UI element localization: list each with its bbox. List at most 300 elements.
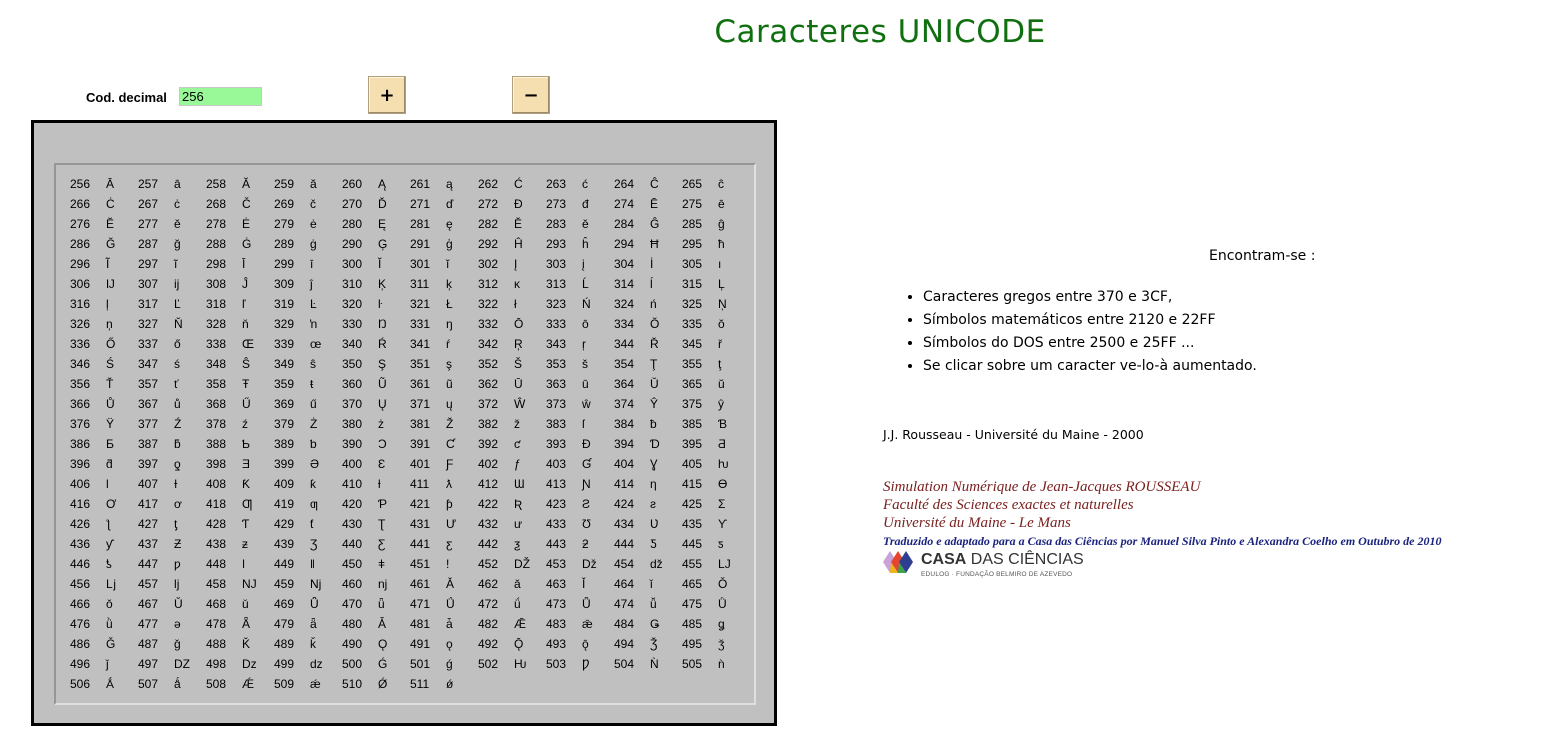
character-cell[interactable]: [70, 517, 138, 537]
character-glyph[interactable]: Ĕ: [106, 217, 115, 231]
character-cell[interactable]: [342, 397, 410, 417]
character-glyph[interactable]: Ţ: [650, 357, 658, 371]
character-glyph[interactable]: ť: [174, 377, 179, 391]
character-glyph[interactable]: ǯ: [718, 637, 725, 651]
character-glyph[interactable]: Ǖ: [310, 597, 319, 611]
character-cell[interactable]: [138, 197, 206, 217]
character-cell[interactable]: [206, 377, 274, 397]
character-glyph[interactable]: Ŷ: [650, 397, 659, 411]
character-glyph[interactable]: ƅ: [310, 437, 317, 451]
character-glyph[interactable]: Ɨ: [174, 477, 178, 491]
character-cell[interactable]: [274, 377, 342, 397]
character-cell[interactable]: [614, 257, 682, 277]
character-cell[interactable]: [614, 417, 682, 437]
character-glyph[interactable]: ņ: [106, 317, 113, 331]
character-cell[interactable]: [342, 317, 410, 337]
character-glyph[interactable]: Ƅ: [242, 437, 250, 451]
character-cell[interactable]: [614, 357, 682, 377]
character-cell[interactable]: [206, 297, 274, 317]
character-cell[interactable]: [70, 577, 138, 597]
character-cell[interactable]: [70, 297, 138, 317]
character-cell[interactable]: [274, 457, 342, 477]
character-glyph[interactable]: ǡ: [446, 617, 453, 631]
character-cell[interactable]: [682, 417, 750, 437]
character-cell[interactable]: [274, 557, 342, 577]
character-glyph[interactable]: ř: [718, 337, 722, 351]
character-cell[interactable]: [478, 557, 546, 577]
character-glyph[interactable]: İ: [650, 257, 654, 271]
character-glyph[interactable]: Ŭ: [650, 377, 659, 391]
character-cell[interactable]: [546, 417, 614, 437]
character-cell[interactable]: [478, 477, 546, 497]
character-cell[interactable]: [546, 357, 614, 377]
character-cell[interactable]: [274, 297, 342, 317]
character-glyph[interactable]: Ʋ: [650, 517, 659, 531]
character-cell[interactable]: [478, 257, 546, 277]
character-cell[interactable]: [546, 517, 614, 537]
character-cell[interactable]: [138, 617, 206, 637]
character-glyph[interactable]: ĺ: [650, 277, 653, 291]
character-glyph[interactable]: Ǐ: [582, 577, 586, 591]
character-glyph[interactable]: Ɠ: [582, 457, 592, 471]
character-glyph[interactable]: ƻ: [582, 537, 589, 551]
character-cell[interactable]: [138, 237, 206, 257]
character-glyph[interactable]: Ǩ: [242, 637, 251, 651]
character-glyph[interactable]: Ŀ: [310, 297, 317, 311]
character-cell[interactable]: [478, 617, 546, 637]
character-glyph[interactable]: Ņ: [718, 297, 727, 311]
character-cell[interactable]: [614, 477, 682, 497]
character-glyph[interactable]: Ĉ: [650, 177, 659, 191]
character-glyph[interactable]: Ť: [106, 377, 114, 391]
character-glyph[interactable]: Ǽ: [242, 677, 254, 691]
character-cell[interactable]: [70, 677, 138, 697]
character-glyph[interactable]: ŝ: [310, 357, 316, 371]
character-cell[interactable]: [546, 457, 614, 477]
character-glyph[interactable]: ǂ: [378, 557, 386, 571]
character-glyph[interactable]: Ū: [514, 377, 523, 391]
character-glyph[interactable]: Œ: [242, 337, 254, 351]
character-glyph[interactable]: ĝ: [718, 217, 725, 231]
character-glyph[interactable]: ģ: [446, 237, 453, 251]
character-glyph[interactable]: Ą: [378, 177, 387, 191]
character-cell[interactable]: [138, 417, 206, 437]
character-glyph[interactable]: ƈ: [514, 437, 520, 451]
character-glyph[interactable]: Ǔ: [174, 597, 183, 611]
character-glyph[interactable]: ƹ: [446, 537, 453, 551]
character-cell[interactable]: [342, 497, 410, 517]
character-cell[interactable]: [342, 617, 410, 637]
character-glyph[interactable]: Ē: [650, 197, 659, 211]
character-cell[interactable]: [206, 477, 274, 497]
character-cell[interactable]: [410, 417, 478, 437]
character-glyph[interactable]: ţ: [718, 357, 722, 371]
character-glyph[interactable]: ǥ: [718, 617, 725, 631]
character-cell[interactable]: [342, 177, 410, 197]
character-glyph[interactable]: Ɩ: [106, 477, 109, 491]
character-cell[interactable]: [70, 477, 138, 497]
character-cell[interactable]: [546, 237, 614, 257]
character-cell[interactable]: [478, 637, 546, 657]
character-cell[interactable]: [206, 237, 274, 257]
character-cell[interactable]: [410, 397, 478, 417]
character-glyph[interactable]: Ǻ: [106, 677, 115, 691]
character-cell[interactable]: [138, 597, 206, 617]
character-glyph[interactable]: ǀ: [242, 557, 246, 571]
character-cell[interactable]: [274, 537, 342, 557]
character-glyph[interactable]: Ċ: [106, 197, 115, 211]
character-cell[interactable]: [274, 497, 342, 517]
character-cell[interactable]: [682, 437, 750, 457]
character-cell[interactable]: [614, 337, 682, 357]
character-glyph[interactable]: ǐ: [650, 577, 653, 591]
character-glyph[interactable]: ǆ: [650, 557, 663, 571]
character-glyph[interactable]: Ÿ: [106, 417, 115, 431]
character-glyph[interactable]: ƣ: [310, 497, 319, 511]
character-cell[interactable]: [614, 317, 682, 337]
character-cell[interactable]: [614, 497, 682, 517]
character-cell[interactable]: [70, 177, 138, 197]
character-cell[interactable]: [410, 497, 478, 517]
character-glyph[interactable]: ƛ: [446, 477, 452, 491]
character-glyph[interactable]: Ě: [514, 217, 523, 231]
character-cell[interactable]: [138, 517, 206, 537]
character-glyph[interactable]: ǖ: [378, 597, 385, 611]
character-glyph[interactable]: ũ: [446, 377, 453, 391]
character-glyph[interactable]: Ǧ: [106, 637, 116, 651]
character-cell[interactable]: [410, 357, 478, 377]
character-glyph[interactable]: ł: [514, 297, 517, 311]
character-glyph[interactable]: Ƌ: [718, 437, 726, 451]
character-cell[interactable]: [342, 357, 410, 377]
character-glyph[interactable]: Ŗ: [514, 337, 523, 351]
character-cell[interactable]: [614, 657, 682, 677]
character-glyph[interactable]: ƙ: [310, 477, 316, 491]
character-glyph[interactable]: ǹ: [718, 657, 725, 671]
character-cell[interactable]: [410, 237, 478, 257]
character-glyph[interactable]: Ơ: [106, 497, 117, 511]
character-glyph[interactable]: ų: [446, 397, 453, 411]
character-glyph[interactable]: Ǿ: [378, 677, 388, 691]
character-glyph[interactable]: ō: [582, 317, 589, 331]
character-cell[interactable]: [206, 397, 274, 417]
character-glyph[interactable]: ǅ: [582, 557, 597, 571]
character-cell[interactable]: [682, 277, 750, 297]
character-cell[interactable]: [410, 277, 478, 297]
character-cell[interactable]: [546, 657, 614, 677]
character-glyph[interactable]: ē: [718, 197, 725, 211]
character-glyph[interactable]: ć: [582, 177, 588, 191]
character-cell[interactable]: [342, 417, 410, 437]
character-glyph[interactable]: ǘ: [514, 597, 521, 611]
character-cell[interactable]: [206, 177, 274, 197]
character-glyph[interactable]: Ŧ: [242, 377, 250, 391]
character-cell[interactable]: [478, 237, 546, 257]
character-cell[interactable]: [410, 337, 478, 357]
character-cell[interactable]: [70, 397, 138, 417]
character-glyph[interactable]: ǣ: [582, 617, 593, 631]
character-cell[interactable]: [682, 217, 750, 237]
character-glyph[interactable]: Č: [242, 197, 251, 211]
character-cell[interactable]: [614, 217, 682, 237]
character-cell[interactable]: [546, 477, 614, 497]
character-glyph[interactable]: Ė: [242, 217, 251, 231]
character-cell[interactable]: [206, 437, 274, 457]
character-glyph[interactable]: ė: [310, 217, 317, 231]
character-cell[interactable]: [342, 337, 410, 357]
character-cell[interactable]: [274, 617, 342, 637]
character-cell[interactable]: [70, 497, 138, 517]
character-cell[interactable]: [274, 357, 342, 377]
character-glyph[interactable]: ŏ: [718, 317, 725, 331]
character-cell[interactable]: [138, 657, 206, 677]
character-cell[interactable]: [478, 397, 546, 417]
character-cell[interactable]: [274, 657, 342, 677]
character-cell[interactable]: [614, 457, 682, 477]
character-glyph[interactable]: Ă: [242, 177, 251, 191]
character-glyph[interactable]: ğ: [174, 237, 181, 251]
character-glyph[interactable]: Ĵ: [242, 277, 248, 291]
character-cell[interactable]: [410, 637, 478, 657]
character-cell[interactable]: [682, 237, 750, 257]
character-glyph[interactable]: Ź: [174, 417, 182, 431]
character-glyph[interactable]: ı: [718, 257, 722, 271]
character-cell[interactable]: [546, 177, 614, 197]
character-glyph[interactable]: Ɣ: [650, 457, 658, 471]
character-glyph[interactable]: ƥ: [446, 497, 453, 511]
character-cell[interactable]: [614, 577, 682, 597]
character-cell[interactable]: [206, 657, 274, 677]
character-glyph[interactable]: ň: [242, 317, 249, 331]
character-glyph[interactable]: ƫ: [174, 517, 178, 531]
character-cell[interactable]: [682, 457, 750, 477]
character-cell[interactable]: [614, 237, 682, 257]
character-cell[interactable]: [410, 297, 478, 317]
character-glyph[interactable]: ǔ: [242, 597, 249, 611]
character-cell[interactable]: [614, 397, 682, 417]
character-glyph[interactable]: Ę: [378, 217, 387, 231]
character-glyph[interactable]: Ɔ: [378, 437, 387, 451]
character-glyph[interactable]: Ǚ: [582, 597, 591, 611]
character-cell[interactable]: [274, 577, 342, 597]
character-cell[interactable]: [546, 337, 614, 357]
character-glyph[interactable]: ǜ: [106, 617, 113, 631]
character-glyph[interactable]: ǝ: [174, 617, 181, 631]
character-glyph[interactable]: Ň: [174, 317, 183, 331]
character-glyph[interactable]: Ĥ: [514, 237, 523, 251]
character-glyph[interactable]: Ǵ: [378, 657, 388, 671]
character-cell[interactable]: [546, 537, 614, 557]
character-glyph[interactable]: ſ: [582, 417, 585, 431]
character-cell[interactable]: [546, 397, 614, 417]
character-cell[interactable]: [342, 217, 410, 237]
character-glyph[interactable]: Ş: [378, 357, 387, 371]
character-glyph[interactable]: Ř: [650, 337, 659, 351]
character-glyph[interactable]: ĉ: [718, 177, 724, 191]
character-cell[interactable]: [70, 437, 138, 457]
character-glyph[interactable]: Ǌ: [242, 577, 257, 591]
character-cell[interactable]: [342, 537, 410, 557]
character-cell[interactable]: [342, 637, 410, 657]
character-glyph[interactable]: ƕ: [718, 457, 729, 471]
character-glyph[interactable]: ǩ: [310, 637, 316, 651]
character-cell[interactable]: [342, 597, 410, 617]
character-glyph[interactable]: ď: [446, 197, 454, 211]
character-glyph[interactable]: ĩ: [174, 257, 178, 271]
character-cell[interactable]: [682, 257, 750, 277]
character-glyph[interactable]: Ų: [378, 397, 387, 411]
character-glyph[interactable]: Ƈ: [446, 437, 455, 451]
character-cell[interactable]: [614, 537, 682, 557]
character-cell[interactable]: [70, 417, 138, 437]
character-glyph[interactable]: ű: [310, 397, 317, 411]
character-glyph[interactable]: Ľ: [174, 297, 181, 311]
character-glyph[interactable]: Ƃ: [106, 437, 114, 451]
character-glyph[interactable]: ŷ: [718, 397, 724, 411]
character-glyph[interactable]: ħ: [718, 237, 725, 251]
character-cell[interactable]: [682, 377, 750, 397]
character-glyph[interactable]: Ƿ: [582, 657, 590, 671]
character-glyph[interactable]: ǚ: [650, 597, 657, 611]
character-glyph[interactable]: Ɲ: [582, 477, 591, 491]
character-cell[interactable]: [682, 357, 750, 377]
character-cell[interactable]: [614, 557, 682, 577]
character-glyph[interactable]: Ǘ: [446, 597, 455, 611]
character-glyph[interactable]: Ƕ: [514, 657, 527, 671]
character-glyph[interactable]: Ů: [106, 397, 115, 411]
character-cell[interactable]: [70, 317, 138, 337]
character-glyph[interactable]: Ǹ: [650, 657, 659, 671]
character-cell[interactable]: [478, 517, 546, 537]
character-glyph[interactable]: Ʊ: [582, 517, 591, 531]
character-cell[interactable]: [478, 217, 546, 237]
character-cell[interactable]: [138, 557, 206, 577]
character-glyph[interactable]: Ǫ: [378, 637, 388, 651]
character-cell[interactable]: [682, 557, 750, 577]
character-cell[interactable]: [546, 437, 614, 457]
character-glyph[interactable]: Ǥ: [650, 617, 660, 631]
character-glyph[interactable]: ǉ: [174, 577, 180, 591]
character-cell[interactable]: [138, 177, 206, 197]
character-glyph[interactable]: ƪ: [106, 517, 111, 531]
character-glyph[interactable]: Ƒ: [446, 457, 454, 471]
character-cell[interactable]: [682, 177, 750, 197]
character-cell[interactable]: [342, 197, 410, 217]
character-glyph[interactable]: Ǎ: [446, 577, 455, 591]
character-glyph[interactable]: Ő: [106, 337, 116, 351]
character-cell[interactable]: [274, 677, 342, 697]
character-cell[interactable]: [410, 477, 478, 497]
character-glyph[interactable]: ě: [582, 217, 589, 231]
character-glyph[interactable]: ū: [582, 377, 589, 391]
character-cell[interactable]: [206, 417, 274, 437]
character-cell[interactable]: [274, 517, 342, 537]
character-cell[interactable]: [478, 577, 546, 597]
character-cell[interactable]: [274, 417, 342, 437]
character-glyph[interactable]: Ī: [242, 257, 246, 271]
character-glyph[interactable]: Ǯ: [650, 637, 658, 651]
character-cell[interactable]: [682, 337, 750, 357]
character-cell[interactable]: [682, 637, 750, 657]
character-glyph[interactable]: Ƴ: [718, 517, 728, 531]
character-cell[interactable]: [342, 677, 410, 697]
character-glyph[interactable]: ƽ: [718, 537, 724, 551]
character-cell[interactable]: [206, 637, 274, 657]
character-glyph[interactable]: ǻ: [174, 677, 181, 691]
character-cell[interactable]: [682, 617, 750, 637]
character-cell[interactable]: [206, 197, 274, 217]
character-cell[interactable]: [478, 417, 546, 437]
character-glyph[interactable]: Ļ: [718, 277, 725, 291]
character-glyph[interactable]: ƨ: [650, 497, 656, 511]
character-cell[interactable]: [274, 197, 342, 217]
character-glyph[interactable]: Ŵ: [514, 397, 526, 411]
character-glyph[interactable]: Ʒ: [310, 537, 318, 551]
character-cell[interactable]: [206, 257, 274, 277]
character-cell[interactable]: [614, 617, 682, 637]
character-cell[interactable]: [206, 337, 274, 357]
character-cell[interactable]: [70, 597, 138, 617]
character-cell[interactable]: [70, 657, 138, 677]
character-glyph[interactable]: ǰ: [106, 657, 109, 671]
character-glyph[interactable]: Ĝ: [650, 217, 660, 231]
character-cell[interactable]: [70, 557, 138, 577]
character-cell[interactable]: [410, 597, 478, 617]
character-cell[interactable]: [70, 537, 138, 557]
character-glyph[interactable]: Ɖ: [582, 437, 591, 451]
character-cell[interactable]: [478, 537, 546, 557]
character-cell[interactable]: [274, 597, 342, 617]
character-glyph[interactable]: Ń: [582, 297, 591, 311]
character-glyph[interactable]: ş: [446, 357, 452, 371]
character-glyph[interactable]: ŋ: [446, 317, 453, 331]
character-cell[interactable]: [410, 377, 478, 397]
character-cell[interactable]: [206, 217, 274, 237]
character-glyph[interactable]: Đ: [514, 197, 523, 211]
character-glyph[interactable]: Ǝ: [242, 457, 251, 471]
character-glyph[interactable]: ő: [174, 337, 181, 351]
character-cell[interactable]: [410, 577, 478, 597]
character-glyph[interactable]: ƃ: [174, 437, 181, 451]
character-glyph[interactable]: ĵ: [310, 277, 313, 291]
character-cell[interactable]: [546, 317, 614, 337]
character-glyph[interactable]: Ƨ: [582, 497, 591, 511]
character-cell[interactable]: [206, 577, 274, 597]
character-glyph[interactable]: Ģ: [378, 237, 388, 251]
character-glyph[interactable]: ĭ: [446, 257, 450, 271]
character-cell[interactable]: [410, 617, 478, 637]
character-cell[interactable]: [206, 537, 274, 557]
character-cell[interactable]: [342, 577, 410, 597]
character-glyph[interactable]: Ƙ: [242, 477, 251, 491]
character-glyph[interactable]: Ǳ: [174, 657, 190, 671]
character-glyph[interactable]: Ĺ: [582, 277, 589, 291]
character-cell[interactable]: [138, 497, 206, 517]
character-glyph[interactable]: đ: [582, 197, 589, 211]
character-glyph[interactable]: ƶ: [242, 537, 248, 551]
character-glyph[interactable]: Ď: [378, 197, 387, 211]
character-glyph[interactable]: Ʀ: [514, 497, 523, 511]
character-cell[interactable]: [206, 597, 274, 617]
character-glyph[interactable]: Į: [514, 257, 518, 271]
character-glyph[interactable]: Ű: [242, 397, 251, 411]
character-cell[interactable]: [478, 457, 546, 477]
character-glyph[interactable]: Ǜ: [718, 597, 727, 611]
character-glyph[interactable]: ž: [514, 417, 520, 431]
character-cell[interactable]: [70, 337, 138, 357]
character-glyph[interactable]: ī: [310, 257, 314, 271]
character-cell[interactable]: [70, 277, 138, 297]
